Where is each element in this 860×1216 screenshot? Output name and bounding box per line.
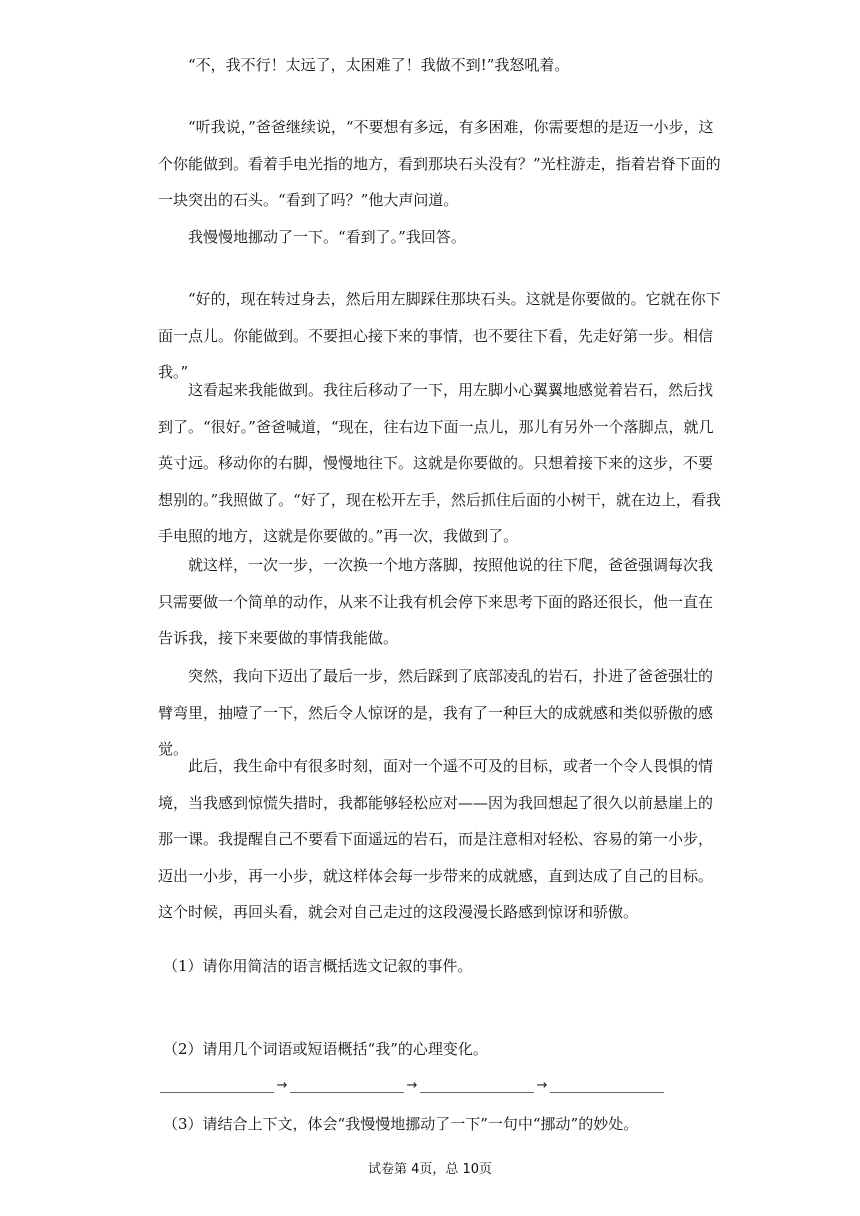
- passage-paragraph-8: 此后，我生命中有很多时刻，面对一个遥不可及的目标，或者一个令人畏惧的情境，当我感到惊慌失措时，我都能够轻松应对——因为我回想起了很久以前悬崖上的那一课。我提醒自己不要看下面遥远的岩石，而是注意相对轻松、容易的第一小步，迈出一小步，再一小步，就这样体会每一步带来的成就感，直到达成了自己的目标。这个时候，再回头看，就会对自己走过的这段漫漫长路感到惊讶和骄傲。: [158, 757, 714, 921]
- page-footer: 试卷第 4页，总 10页: [367, 1162, 493, 1177]
- passage-paragraph-2: “听我说，”爸爸继续说，“不要想有多远，有多困难，你需要想的是迈一小步，这个你能做到。看着手电光指的地方，看到那块石头没有？”光柱游走，指着岩脊下面的一块突出的石头。“看到了吗？”他大声问道。: [158, 118, 721, 209]
- answer-blank-2[interactable]: [290, 1078, 404, 1093]
- answer-blank-1[interactable]: [160, 1078, 274, 1093]
- passage-paragraph-4: “好的，现在转过身去，然后用左脚踩住那块石头。这就是你要做的。它就在你下面一点儿。你能做到。不要担心接下来的事情，也不要往下看，先走好第一步。相信我。”: [158, 290, 721, 381]
- question-2: （2）请用几个词语或短语概括“我”的心理变化。: [163, 1040, 488, 1058]
- answer-blank-4[interactable]: [550, 1078, 664, 1093]
- passage-paragraph-7: 突然，我向下迈出了最后一步，然后踩到了底部凌乱的岩石，扑进了爸爸强壮的臂弯里，抽噎了一下，然后令人惊讶的是，我有了一种巨大的成就感和类似骄傲的感觉。: [158, 667, 714, 758]
- question-1: （1）请你用简洁的语言概括选文记叙的事件。: [163, 957, 473, 975]
- passage-paragraph-1: “不，我不行！太远了，太困难了！我做不到!”我怒吼着。: [188, 56, 570, 74]
- passage-paragraph-6: 就这样，一次一步，一次换一个地方落脚，按照他说的往下爬，爸爸强调每次我只需要做一个简单的动作，从来不让我有机会停下来思考下面的路还很长，他一直在告诉我，接下来要做的事情我能做。: [158, 556, 714, 647]
- passage-paragraph-3: 我慢慢地挪动了一下。“看到了。”我回答。: [188, 228, 466, 246]
- arrow-right-icon: →: [536, 1078, 548, 1093]
- answer-blanks: [160, 1073, 680, 1093]
- arrow-right-icon: →: [406, 1078, 418, 1093]
- arrow-right-icon: →: [276, 1078, 288, 1093]
- question-3: （3）请结合上下文，体会“我慢慢地挪动了一下”一句中“挪动”的妙处。: [163, 1115, 639, 1133]
- answer-blank-3[interactable]: [420, 1078, 534, 1093]
- passage-paragraph-5: 这看起来我能做到。我往后移动了一下，用左脚小心翼翼地感觉着岩石，然后找到了。“很好。”爸爸喊道，“现在，往右边下面一点儿，那儿有另外一个落脚点，就几英寸远。移动你的右脚，慢慢地往下。这就是你要做的。只想着接下来的这步，不要想别的。”我照做了。“好了，现在松开左手，然后抓住后面的小树干，就在边上，看我手电照的地方，这就是你要做的。”再一次，我做到了。: [158, 381, 721, 545]
